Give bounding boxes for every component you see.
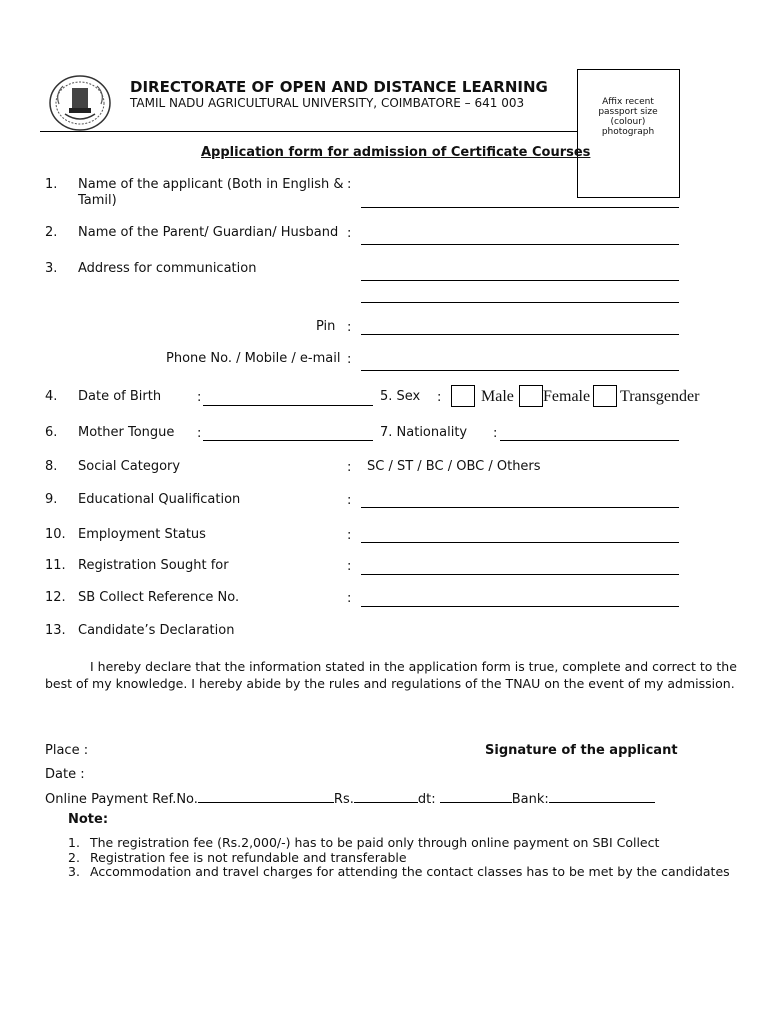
education-line[interactable] [361,507,679,508]
field-1-label-cont: Tamil) [78,193,117,208]
field-11-colon: : [347,559,352,574]
parent-name-line[interactable] [361,244,679,245]
sex-male-checkbox[interactable] [451,385,475,407]
photo-box-instructions: Affix recent passport size (colour) photograph [598,97,658,137]
field-8-number: 8. [45,459,58,474]
payment-rs-blank[interactable] [354,790,418,803]
field-3-number: 3. [45,261,58,276]
field-5-label: 5. Sex [380,389,421,404]
sex-male-label: Male [481,388,514,405]
field-11-label: Registration Sought for [78,558,229,573]
note-heading: Note: [68,812,109,827]
pin-colon: : [347,320,352,335]
field-11-number: 11. [45,558,66,573]
employment-line[interactable] [361,542,679,543]
field-12-colon: : [347,591,352,606]
form-title: Application form for admission of Certificate Courses [201,145,591,160]
dob-line[interactable] [203,405,373,406]
field-10-label: Employment Status [78,527,206,542]
place-label: Place : [45,743,89,758]
sex-female-label: Female [543,388,591,405]
note-item-3-number: 3. [68,864,80,879]
field-2-label: Name of the Parent/ Guardian/ Husband [78,225,339,240]
payment-bank-blank[interactable] [549,790,655,803]
university-logo [47,74,113,132]
date-label: Date : [45,767,85,782]
note-item-2: Registration fee is not refundable and transferable [90,850,407,865]
pin-line[interactable] [361,334,679,335]
field-4-label: Date of Birth [78,389,162,404]
address-line-2[interactable] [361,302,679,303]
address-line-1[interactable] [361,280,679,281]
field-1-colon: : [347,177,352,192]
field-5-colon: : [437,390,442,405]
phone-colon: : [347,352,352,367]
payment-ref-label: Online Payment Ref.No. [45,792,198,807]
sex-transgender-checkbox[interactable] [593,385,617,407]
header-title: DIRECTORATE OF OPEN AND DISTANCE LEARNING [130,78,548,96]
field-8-label: Social Category [78,459,181,474]
nationality-line[interactable] [500,440,679,441]
note-item-1: The registration fee (Rs.2,000/-) has to be paid only through online payment on SBI Collect [90,835,660,850]
payment-ref-blank[interactable] [198,790,334,803]
field-1-number: 1. [45,177,58,192]
field-4-number: 4. [45,389,58,404]
declaration-text-line-1: I hereby declare that the information stated in the application form is true, complete and correct to the [90,659,737,674]
field-6-colon: : [197,426,202,441]
header-subtitle: TAMIL NADU AGRICULTURAL UNIVERSITY, COIMBATORE – 641 003 [130,96,525,110]
mother-tongue-line[interactable] [203,440,373,441]
field-7-colon: : [493,426,498,441]
signature-label: Signature of the applicant [485,743,678,758]
online-payment-row [45,790,655,807]
payment-rs-label: Rs. [333,792,354,807]
sex-transgender-label: Transgender [620,388,700,405]
payment-dt-blank[interactable] [440,790,512,803]
field-10-colon: : [347,528,352,543]
sex-female-checkbox[interactable] [519,385,543,407]
field-13-label: Candidate’s Declaration [78,623,235,638]
note-item-2-number: 2. [68,850,80,865]
phone-line[interactable] [361,370,679,371]
payment-bank-label: Bank: [511,792,549,807]
header-divider [40,131,578,132]
field-12-number: 12. [45,590,66,605]
phone-label: Phone No. / Mobile / e-mail [166,351,341,366]
applicant-name-line[interactable] [361,207,679,208]
field-9-colon: : [347,493,352,508]
pin-label: Pin [316,319,336,334]
field-6-label: Mother Tongue [78,425,175,440]
field-12-label: SB Collect Reference No. [78,590,240,605]
field-10-number: 10. [45,527,66,542]
field-8-colon: : [347,460,352,475]
sb-collect-line[interactable] [361,606,679,607]
field-7-label: 7. Nationality [380,425,468,440]
registration-line[interactable] [361,574,679,575]
field-2-number: 2. [45,225,58,240]
field-2-colon: : [347,226,352,241]
field-9-label: Educational Qualification [78,492,241,507]
field-4-colon: : [197,390,202,405]
note-item-3: Accommodation and travel charges for attending the contact classes has to be met by the candidates [90,864,730,879]
field-1-label: Name of the applicant (Both in English & [78,177,344,192]
field-6-number: 6. [45,425,58,440]
note-item-1-number: 1. [68,835,80,850]
declaration-text-line-2: best of my knowledge. I hereby abide by the rules and regulations of the TNAU on the event of my admission. [45,676,735,691]
social-category-options[interactable]: SC / ST / BC / OBC / Others [367,459,541,474]
field-13-number: 13. [45,623,66,638]
field-9-number: 9. [45,492,58,507]
field-3-label: Address for communication [78,261,257,276]
payment-dt-label: dt: [417,792,436,807]
